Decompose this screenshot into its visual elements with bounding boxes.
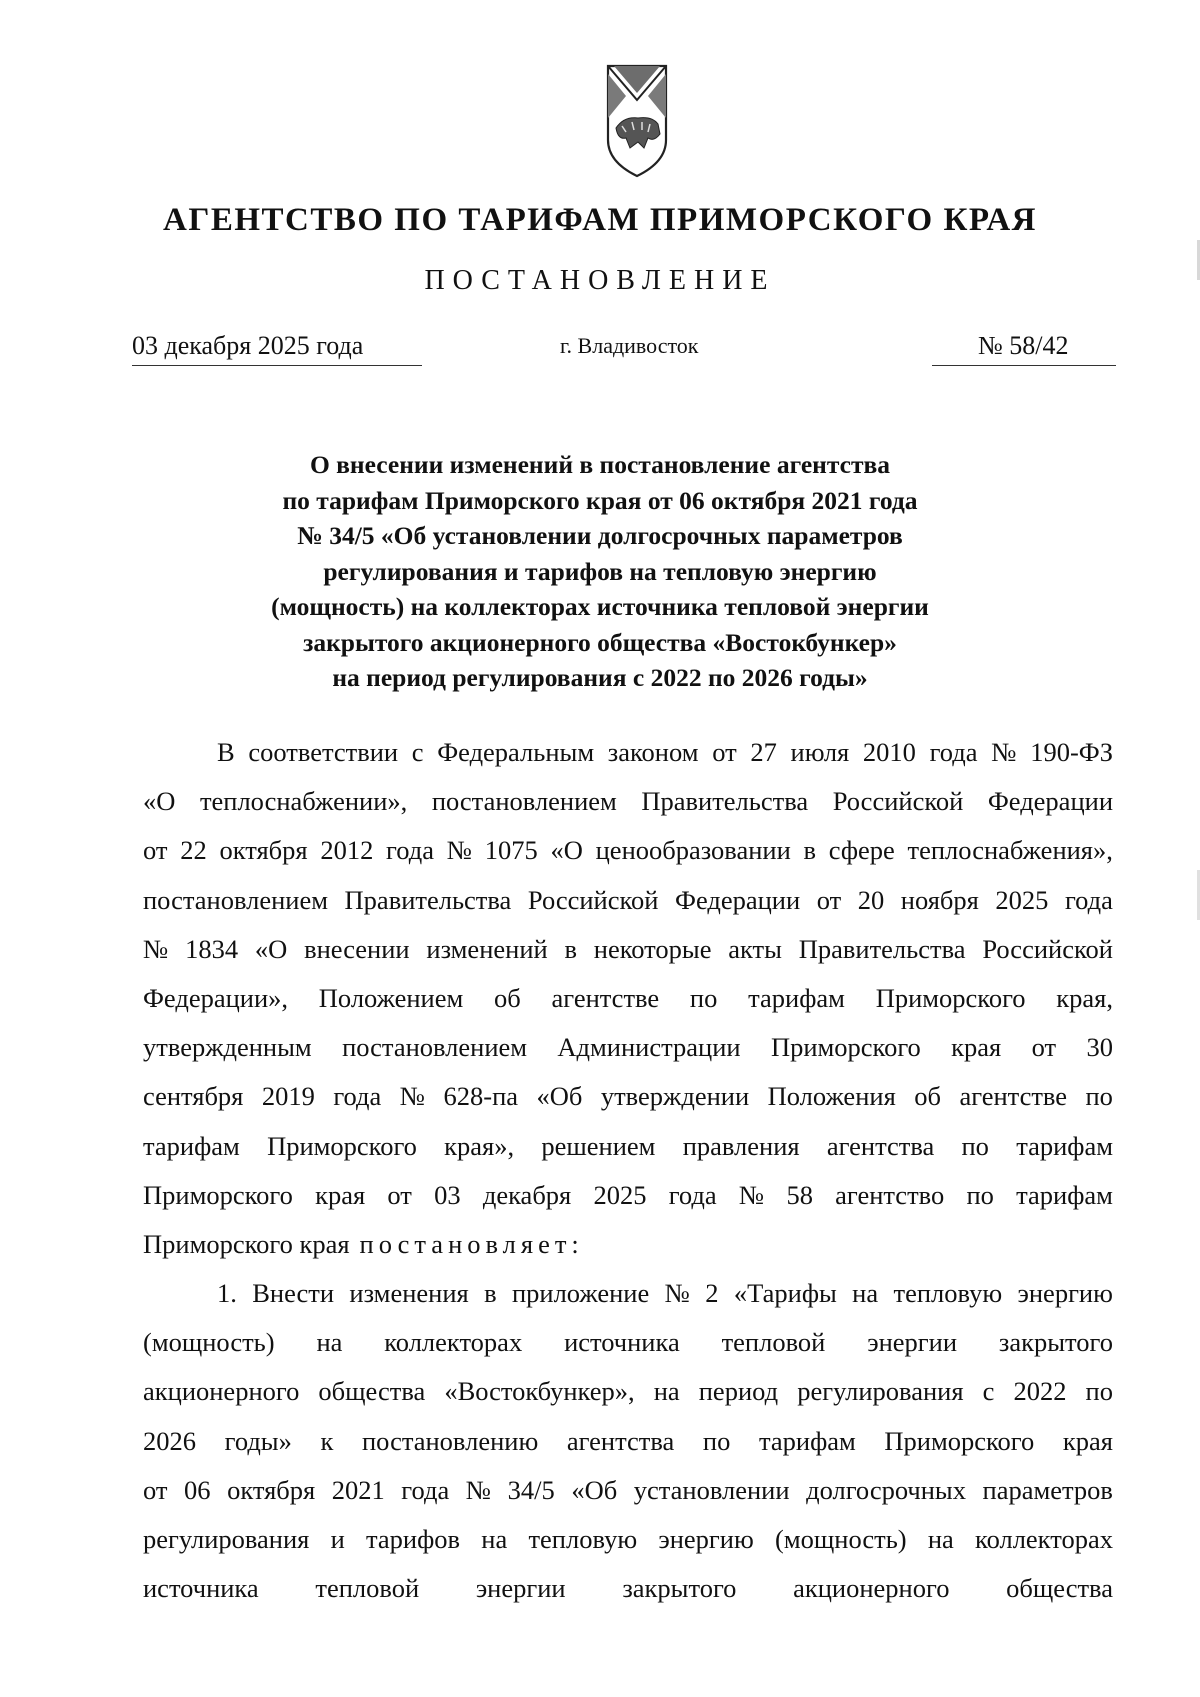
word: Правительства bbox=[641, 786, 809, 817]
word: края bbox=[315, 1179, 366, 1210]
word: Правительства bbox=[344, 884, 512, 915]
word: соответствии bbox=[248, 737, 399, 767]
word: Российской bbox=[527, 884, 659, 915]
word: 190-ФЗ bbox=[1030, 737, 1113, 767]
word: 1075 bbox=[484, 835, 538, 866]
word: от bbox=[712, 737, 737, 767]
word: по bbox=[702, 1425, 731, 1456]
word: № bbox=[446, 835, 473, 866]
word: октября bbox=[227, 1474, 316, 1505]
word: постановлением bbox=[431, 786, 617, 817]
word: решением bbox=[541, 1130, 656, 1161]
body-line bbox=[143, 1466, 1113, 1515]
word: ценообразовании bbox=[595, 835, 791, 866]
word: «Востокбункер», bbox=[444, 1376, 635, 1407]
word: регулирования bbox=[143, 1524, 310, 1554]
word: от bbox=[143, 835, 168, 866]
word: закрытого bbox=[998, 1327, 1113, 1358]
word: 34/5 bbox=[507, 1474, 555, 1505]
word: 2025 bbox=[593, 1179, 647, 1210]
word: акционерного bbox=[793, 1573, 950, 1604]
word: утверждении bbox=[600, 1081, 750, 1112]
word: агентство bbox=[835, 1179, 945, 1210]
word: края, bbox=[1056, 982, 1113, 1013]
primorye-coat-of-arms-icon bbox=[604, 62, 670, 180]
word: Федерации bbox=[987, 786, 1113, 817]
word: по bbox=[1085, 1376, 1113, 1407]
word: Приморского bbox=[884, 1425, 1035, 1456]
word: 2026 bbox=[143, 1425, 196, 1456]
word: коллекторах bbox=[975, 1524, 1113, 1554]
document-city: г. Владивосток bbox=[560, 333, 699, 358]
word: «Об bbox=[571, 1474, 618, 1505]
body-line bbox=[143, 925, 1113, 974]
word: теплоснабжении», bbox=[199, 786, 408, 817]
word: (мощность) bbox=[143, 1327, 275, 1358]
word: 20 bbox=[857, 884, 885, 915]
title-line: на период регулирования с 2022 по 2026 годы» bbox=[332, 663, 868, 692]
body-line bbox=[143, 1072, 1113, 1121]
word: закрытого bbox=[622, 1573, 737, 1604]
word: акционерного bbox=[143, 1376, 300, 1407]
word: декабря bbox=[482, 1179, 572, 1210]
word: на bbox=[316, 1327, 343, 1358]
word: законом bbox=[607, 737, 699, 767]
word: по bbox=[966, 1179, 994, 1210]
word: 2012 bbox=[320, 835, 374, 866]
word: октября bbox=[219, 835, 308, 866]
word: на bbox=[927, 1524, 954, 1554]
word: об bbox=[914, 1081, 941, 1112]
word: по bbox=[689, 982, 718, 1013]
word: 58 bbox=[786, 1179, 813, 1210]
word: «Тарифы bbox=[733, 1278, 837, 1309]
body-line bbox=[143, 777, 1113, 826]
word: долгосрочных bbox=[806, 1474, 966, 1505]
word: Положения bbox=[767, 1081, 896, 1112]
word: Российской bbox=[832, 786, 964, 817]
word: сентября bbox=[143, 1081, 244, 1112]
word: тарифам bbox=[1016, 1130, 1113, 1161]
word: период bbox=[698, 1376, 779, 1407]
word: года bbox=[333, 1081, 382, 1112]
word: агентстве bbox=[959, 1081, 1068, 1112]
word: тарифам bbox=[758, 1425, 856, 1456]
word: установлении bbox=[633, 1474, 790, 1505]
word: года bbox=[386, 835, 434, 866]
word: тарифов bbox=[366, 1524, 461, 1554]
word: энергию bbox=[658, 1524, 754, 1554]
body-line bbox=[143, 974, 1113, 1023]
body-line bbox=[143, 1220, 1113, 1269]
title-line: регулирования и тарифов на тепловую энергию bbox=[323, 556, 877, 586]
word: Администрации bbox=[557, 1032, 741, 1063]
word: энергии bbox=[867, 1327, 958, 1358]
word: энергии bbox=[475, 1573, 566, 1604]
word: № bbox=[465, 1474, 492, 1505]
word: параметров bbox=[982, 1474, 1113, 1505]
word: от bbox=[816, 884, 842, 915]
body-line bbox=[143, 1318, 1113, 1367]
word: источника bbox=[143, 1573, 259, 1604]
word: с bbox=[411, 737, 424, 767]
document-body bbox=[143, 728, 1113, 1613]
word: утвержденным bbox=[143, 1032, 312, 1063]
word: внесении bbox=[304, 933, 410, 964]
word: 628-па bbox=[443, 1081, 519, 1112]
word: Приморского bbox=[143, 1179, 293, 1210]
word: № bbox=[399, 1081, 426, 1112]
word: постановлением bbox=[143, 884, 328, 915]
word: 03 bbox=[434, 1179, 461, 1210]
word: в bbox=[484, 1278, 497, 1309]
word: общества bbox=[1006, 1573, 1113, 1604]
word: 30 bbox=[1086, 1032, 1113, 1063]
word: от bbox=[143, 1474, 168, 1505]
word: года bbox=[668, 1179, 717, 1210]
word: № bbox=[143, 933, 169, 964]
word: изменения bbox=[349, 1278, 469, 1309]
word: (мощность) bbox=[775, 1524, 907, 1554]
title-line: по тарифам Приморского края от 06 октября 2021 года bbox=[282, 485, 918, 515]
paragraph-item-1 bbox=[143, 1269, 1113, 1613]
word: и bbox=[330, 1524, 345, 1554]
body-line bbox=[143, 1023, 1113, 1072]
document-number: № 58/42 bbox=[978, 331, 1069, 360]
word: года bbox=[1064, 884, 1113, 915]
word: края bbox=[951, 1032, 1002, 1063]
word: 1. bbox=[217, 1278, 237, 1309]
word: от bbox=[387, 1179, 412, 1210]
word: 2022 bbox=[1013, 1376, 1067, 1407]
word: правления bbox=[682, 1130, 800, 1161]
word: об bbox=[494, 982, 521, 1013]
word: по bbox=[1085, 1081, 1113, 1112]
word: «О bbox=[254, 933, 288, 964]
body-line bbox=[143, 826, 1113, 875]
word: года bbox=[929, 737, 978, 767]
word: тепловой bbox=[721, 1327, 826, 1358]
body-line bbox=[143, 1122, 1113, 1171]
word: «О bbox=[550, 835, 583, 866]
word: 2 bbox=[705, 1278, 719, 1309]
word: тарифам bbox=[748, 982, 845, 1013]
document-type: ПОСТАНОВЛЕНИЕ bbox=[424, 265, 776, 296]
resolution-verb: постановляет: bbox=[359, 1228, 584, 1259]
word: на bbox=[852, 1278, 879, 1309]
body-line bbox=[143, 1417, 1113, 1466]
word: июля bbox=[790, 737, 850, 767]
word: Приморского bbox=[267, 1130, 417, 1161]
word: Приморского bbox=[875, 982, 1026, 1013]
word: регулирования bbox=[797, 1376, 964, 1407]
word: приложение bbox=[511, 1278, 650, 1309]
body-line bbox=[143, 876, 1113, 925]
word: 2021 bbox=[331, 1474, 385, 1505]
word: Положением bbox=[318, 982, 464, 1013]
word: постановлением bbox=[342, 1032, 528, 1063]
paragraph-preamble bbox=[143, 728, 1113, 1269]
word: Правительства bbox=[798, 933, 966, 964]
word: в bbox=[564, 933, 577, 964]
word: сфере bbox=[828, 835, 895, 866]
title-line: О внесении изменений в постановление агентства bbox=[309, 450, 891, 479]
body-line bbox=[143, 728, 1113, 777]
body-text: Приморского края bbox=[143, 1228, 350, 1259]
word: в bbox=[803, 835, 817, 866]
document-number-field bbox=[932, 331, 1116, 366]
word: коллекторах bbox=[384, 1327, 523, 1358]
word: общества bbox=[318, 1376, 426, 1407]
word: энергию bbox=[1017, 1278, 1113, 1309]
word: на bbox=[481, 1524, 508, 1554]
word: по bbox=[961, 1130, 989, 1161]
word: Федерации bbox=[675, 884, 801, 915]
word: на bbox=[653, 1376, 680, 1407]
word: тепловой bbox=[315, 1573, 420, 1604]
word: Приморского bbox=[770, 1032, 921, 1063]
word: Внести bbox=[252, 1278, 335, 1309]
word: В bbox=[217, 737, 235, 767]
title-line: закрытого акционерного общества «Востокбункер» bbox=[303, 627, 897, 657]
word: тепловую bbox=[893, 1278, 1003, 1309]
body-line bbox=[143, 1515, 1113, 1564]
word: 1834 bbox=[185, 933, 239, 964]
agency-name: АГЕНТСТВО ПО ТАРИФАМ ПРИМОРСКОГО КРАЯ bbox=[163, 202, 1037, 238]
word: 2010 bbox=[862, 737, 916, 767]
word: 2019 bbox=[261, 1081, 315, 1112]
body-line bbox=[143, 1269, 1113, 1318]
word: тепловую bbox=[528, 1524, 638, 1554]
body-line bbox=[143, 1171, 1113, 1220]
word: 22 bbox=[180, 835, 207, 866]
word: тарифам bbox=[1016, 1179, 1113, 1210]
document-date: 03 декабря 2025 года bbox=[132, 331, 422, 366]
body-line bbox=[143, 1367, 1113, 1416]
word: края bbox=[1062, 1425, 1113, 1456]
word: агентстве bbox=[551, 982, 660, 1013]
word: 2025 bbox=[995, 884, 1049, 915]
word: 06 bbox=[184, 1474, 211, 1505]
word: № bbox=[991, 737, 1017, 767]
document-title bbox=[140, 447, 1060, 696]
word: № bbox=[664, 1278, 690, 1309]
word: «О bbox=[143, 786, 176, 817]
word: Федеральным bbox=[437, 737, 595, 767]
word: Российской bbox=[982, 933, 1113, 964]
title-line: № 34/5 «Об установлении долгосрочных параметров bbox=[297, 521, 903, 550]
body-line bbox=[143, 1564, 1113, 1613]
word: годы» bbox=[224, 1425, 292, 1456]
word: края», bbox=[444, 1130, 515, 1161]
word: ноября bbox=[900, 884, 979, 915]
word: № bbox=[738, 1179, 765, 1210]
word: 27 bbox=[750, 737, 777, 767]
title-line: (мощность) на коллекторах источника тепловой энергии bbox=[271, 592, 929, 621]
word: изменений bbox=[426, 933, 548, 964]
word: «Об bbox=[536, 1081, 583, 1112]
word: с bbox=[982, 1376, 995, 1407]
word: некоторые bbox=[593, 933, 712, 964]
word: акты bbox=[728, 933, 782, 964]
word: Федерации», bbox=[143, 982, 289, 1013]
word: теплоснабжения», bbox=[907, 835, 1113, 866]
word: тарифам bbox=[143, 1130, 240, 1161]
word: агентства bbox=[566, 1425, 675, 1456]
word: от bbox=[1031, 1032, 1057, 1063]
word: источника bbox=[564, 1327, 680, 1358]
word: агентства bbox=[826, 1130, 935, 1161]
word: к bbox=[320, 1425, 334, 1456]
word: года bbox=[401, 1474, 450, 1505]
word: постановлению bbox=[361, 1425, 539, 1456]
